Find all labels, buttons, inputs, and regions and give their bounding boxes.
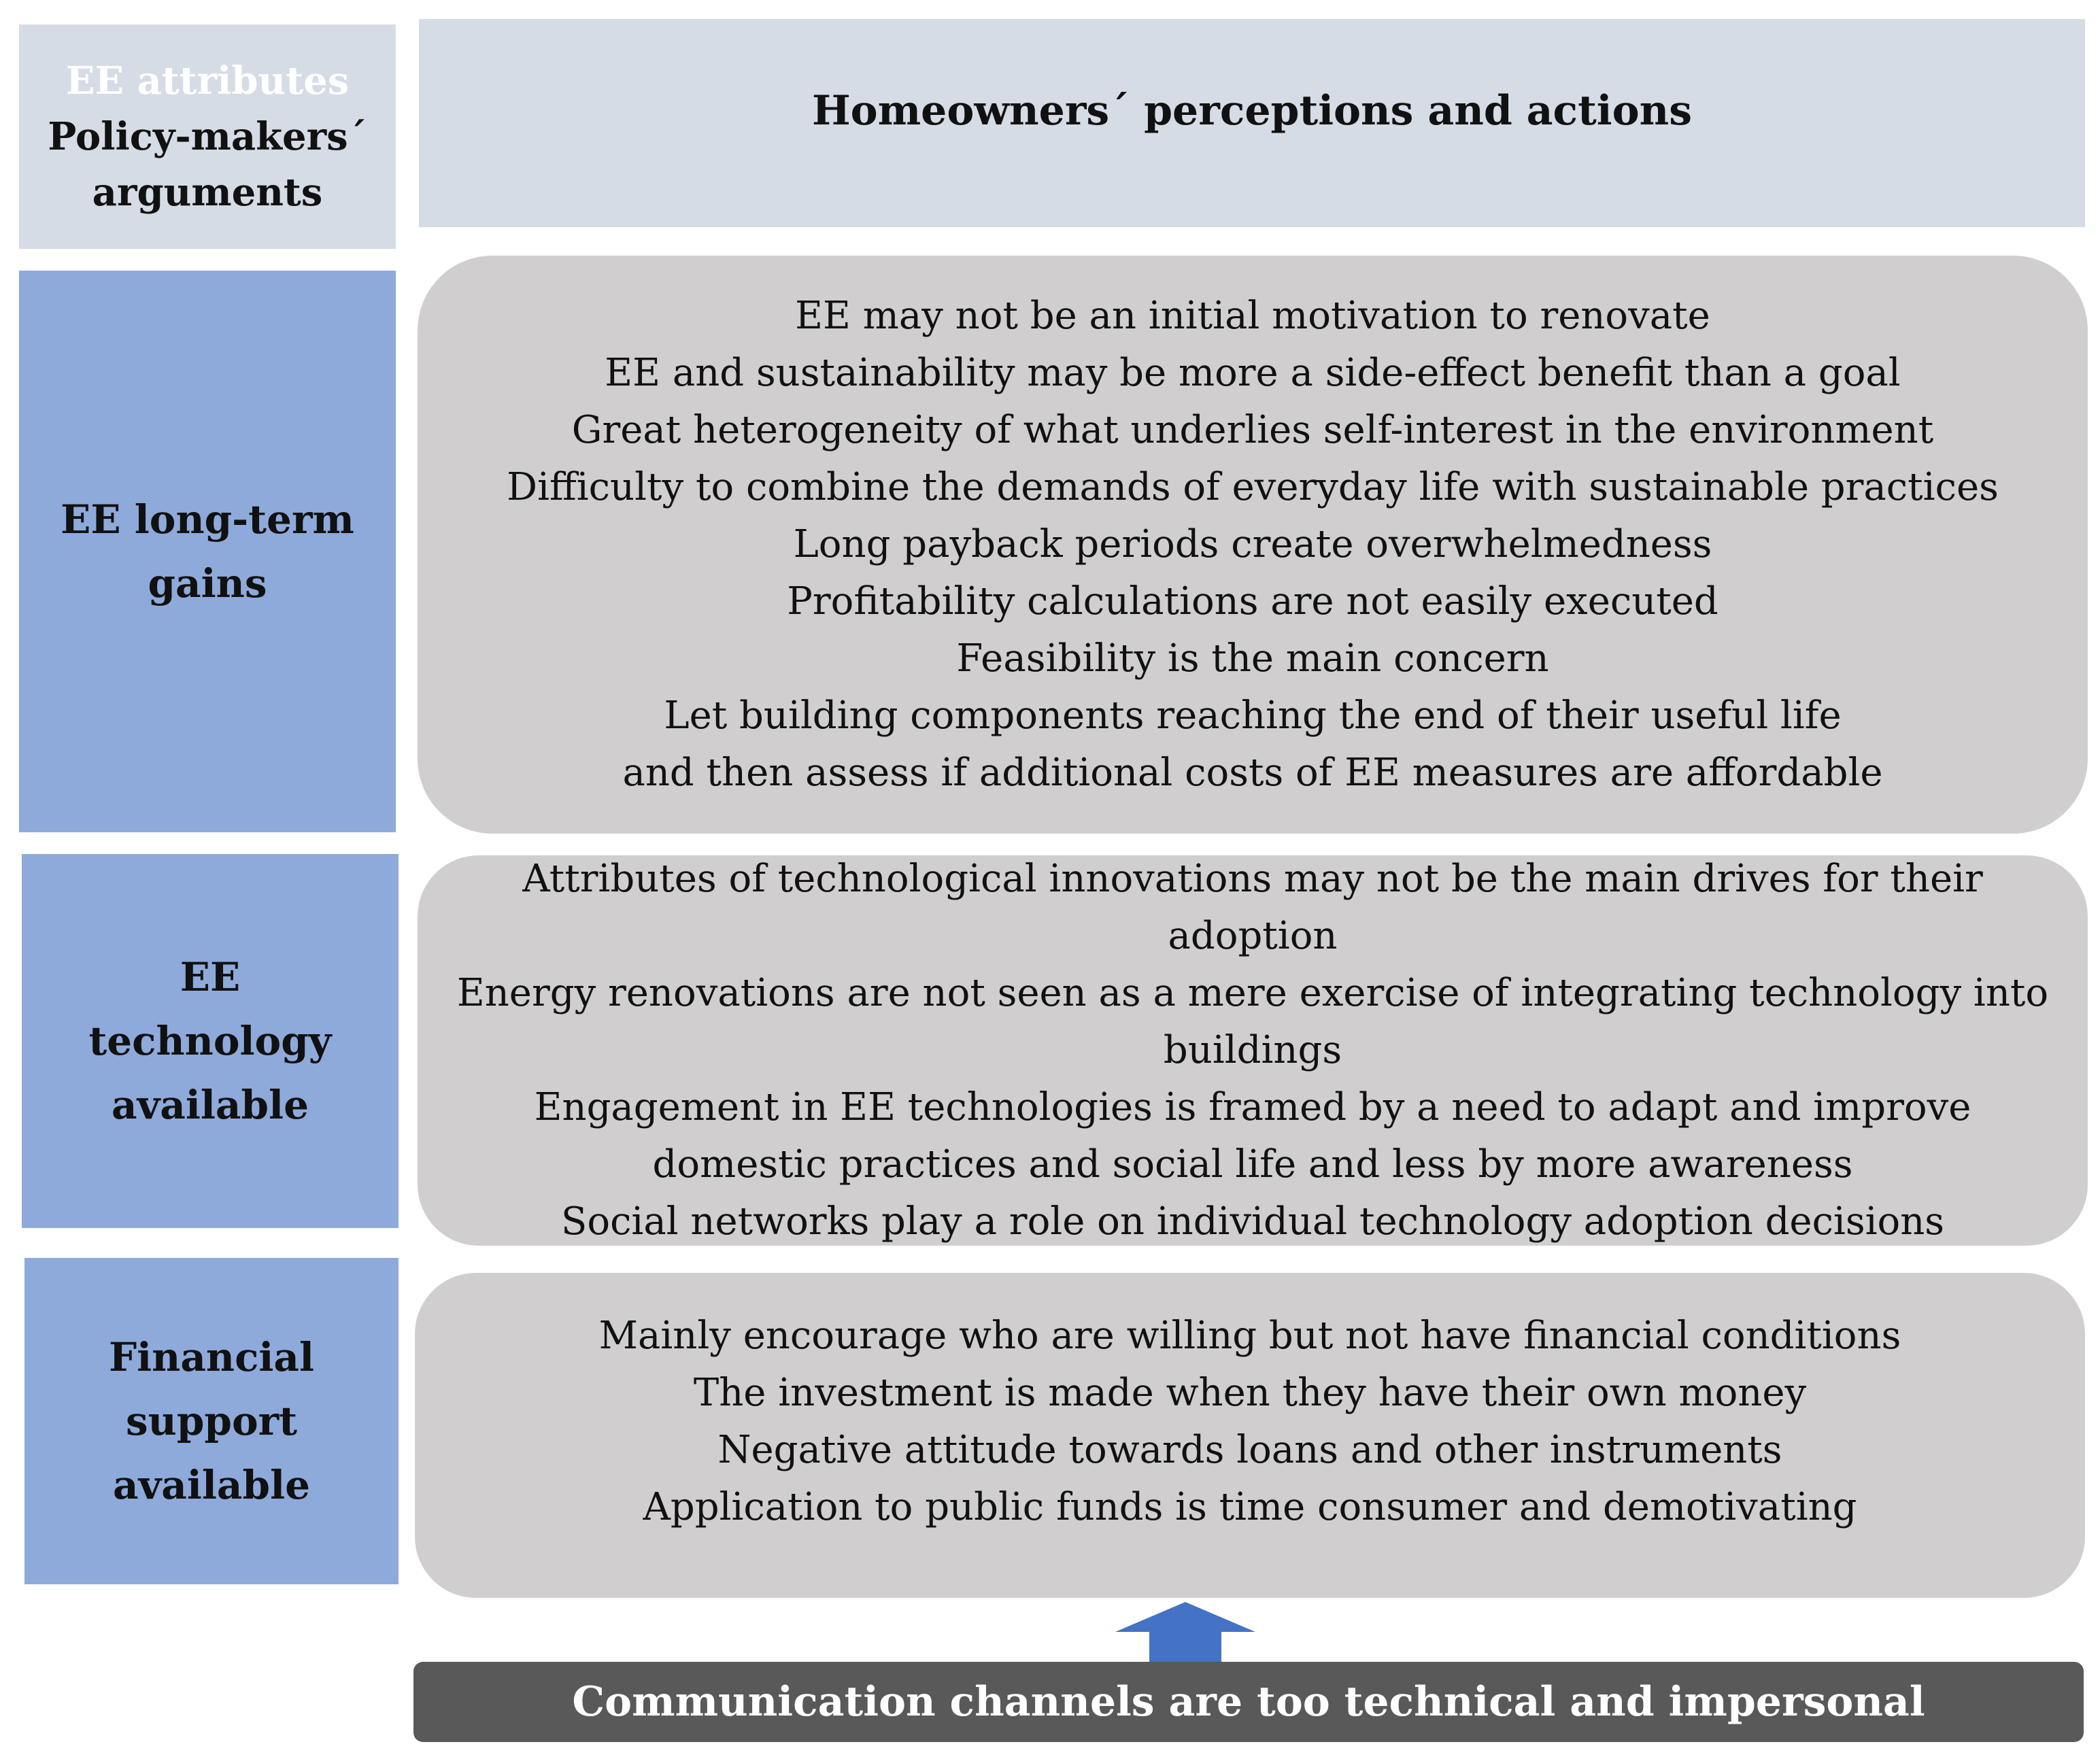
perception-item: Application to public funds is time consumer and demotivating (643, 1485, 1857, 1529)
header-right-cell (419, 19, 2085, 227)
perception-item: The investment is made when they have their own money (693, 1371, 1807, 1415)
perception-item: Let building components reaching the end of their useful life (664, 694, 1842, 738)
policy-makers-heading-line1: Policy-makers´ (48, 114, 367, 159)
label-line: EE long-term (61, 496, 354, 543)
perception-item: Negative attitude towards loans and other instruments (717, 1428, 1782, 1472)
perception-item: EE and sustainability may be more a side-effect benefit than a goal (605, 351, 1901, 395)
perceptions-box-long-term-gains (418, 256, 2088, 834)
homeowners-heading: Homeowners´ perceptions and actions (811, 87, 1692, 135)
perception-item: Mainly encourage who are willing but not have financial conditions (598, 1314, 1901, 1358)
label-line: Financial (108, 1334, 315, 1380)
perception-item: and then assess if additional costs of EE measures are affordable (622, 751, 1883, 795)
perception-item: Long payback periods create overwhelmedness (793, 522, 1712, 566)
label-line: available (113, 1462, 310, 1508)
perceptions-box-technology (418, 855, 2088, 1246)
policy-makers-heading-line2: arguments (92, 170, 323, 215)
perception-item: EE may not be an initial motivation to renovate (795, 294, 1710, 338)
perception-item: Profitability calculations are not easily executed (787, 579, 1718, 624)
perception-item: Energy renovations are not seen as a mere exercise of integrating technology into buildings (456, 971, 2049, 1072)
perception-item: Engagement in EE technologies is framed by a need to adapt and improve domestic practices and social life and less by more awareness (534, 1085, 1971, 1187)
label-financial-support-available (24, 1258, 399, 1584)
label-line: available (111, 1082, 309, 1128)
ee-attributes-heading: EE attributes (65, 58, 350, 103)
label-ee-technology-available (22, 854, 399, 1228)
label-line: EE (180, 954, 241, 1000)
label-ee-long-term-gains (19, 271, 396, 832)
label-line: support (126, 1398, 297, 1444)
perception-item: Attributes of technological innovations may not be the main drives for their adoption (522, 857, 1983, 958)
perceptions-box-financial (415, 1273, 2085, 1598)
perception-item: Feasibility is the main concern (956, 636, 1549, 681)
label-line: technology (88, 1018, 332, 1064)
perception-item: Social networks play a role on individual technology adoption decisions (560, 1199, 1945, 1244)
header-left-cell (19, 24, 396, 249)
communication-channels-text: Communication channels are too technical and impersonal (572, 1678, 1925, 1726)
communication-channels-bar (413, 1662, 2084, 1742)
perception-item: Difficulty to combine the demands of everyday life with sustainable practices (507, 465, 1999, 509)
perception-item: Great heterogeneity of what underlies self-interest in the environment (571, 408, 1934, 452)
label-line: gains (148, 560, 267, 607)
